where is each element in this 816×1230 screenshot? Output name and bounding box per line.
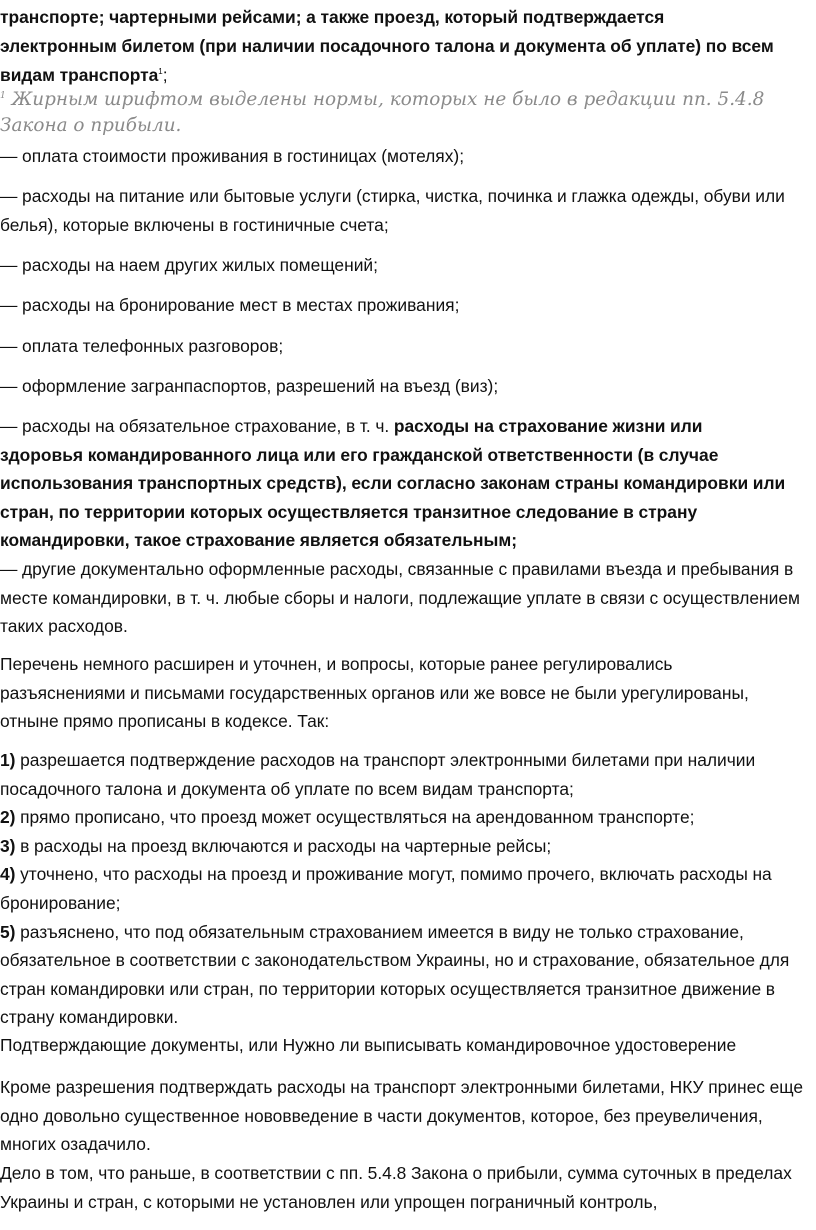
point-1: 1) разрешается подтверждение расходов на транспорт электронными билетами при наличии посадочного талона и документа об уплате по всем видам транспорта; [0,750,756,799]
insurance-bold-text: расходы на страхование жизни или здоровья командированного лица или его гражданской ответственности (в случае использования транспортных средств), если согласно законам страны командировки или стран, по территории которых осуществляется транзитное следование в страну командировки, такое страхование является обязательным; [0,416,786,551]
item-booking: — расходы на бронирование мест в местах проживания; [0,295,460,315]
item-insurance [0,412,790,555]
points-list [0,746,816,1032]
insurance-plain-text: — расходы на обязательное страхование, в т. ч. [0,416,394,436]
footnote-mark: 1 [0,90,6,101]
intro-tail: ; [162,65,168,85]
intro-line-2: электронным билетом (при наличии посадочного талона и документа об уплате) по всем [0,36,774,56]
intro-line-3: видам транспорта [0,65,159,85]
item-passports: — оформление загранпаспортов, разрешений на въезд (виз); [0,376,499,396]
item-hotel: — оплата стоимости проживания в гостиницах (мотелях); [0,146,465,166]
intro-paragraph [0,3,816,90]
paragraph-2: Дело в том, что раньше, в соответствии с пп. 5.4.8 Закона о прибыли, сумма суточных в пределах Украины и стран, с которыми не установлен или упрощен пограничный контроль, [0,1163,792,1212]
item-rent: — расходы на наем других жилых помещений; [0,255,378,275]
item-food: — расходы на питание или бытовые услуги (стирка, чистка, починка и глажка одежды, обуви или белья), которые включены в гостиничные счета; [0,186,785,235]
footnote-reference[interactable]: 1 [158,67,163,77]
point-3: 3) в расходы на проезд включаются и расходы на чартерные рейсы; [0,835,552,856]
point-5: 5) разъяснено, что под обязательным страхованием имеется в виду не только страхование, обязательное в соответствии с законодательством Украины, но и страхование, обязательное для стран командировки или стран, по территории которых осуществляется транзитное движение в страну командировки. [0,921,790,1028]
section-heading: Подтверждающие документы, или Нужно ли выписывать командировочное удостоверение [0,1035,737,1055]
intro-line-1: транспорте; чартерными рейсами; а также проезд, который подтверждается [0,7,665,27]
footnote-text: Жирным шрифтом выделены нормы, которых не было в редакции пп. 5.4.8 Закона о прибыли. [0,89,765,136]
point-2: 2) прямо прописано, что проезд может осуществляться на арендованном транспорте; [0,807,695,828]
paragraph-1: Кроме разрешения подтверждать расходы на транспорт электронными билетами, НКУ принес еще одно довольно существенное нововведение в части документов, которое, без преувеличения, многих озадачило. [0,1077,804,1155]
item-phone: — оплата телефонных разговоров; [0,336,284,356]
item-other: — другие документально оформленные расходы, связанные с правилами въезда и пребывания в месте командировки, в т. ч. любые сборы и налоги, подлежащие уплате в связи с осуществлением таких расходов. [0,559,800,637]
footnote [0,87,790,139]
summary-paragraph: Перечень немного расширен и уточнен, и вопросы, которые ранее регулировались разъяснениями и письмами государственных органов или же вовсе не были урегулированы, отныне прямо прописаны в кодексе. Так: [0,654,749,732]
point-4: 4) уточнено, что расходы на проезд и проживание могут, помимо прочего, включать расходы на бронирование; [0,864,772,913]
